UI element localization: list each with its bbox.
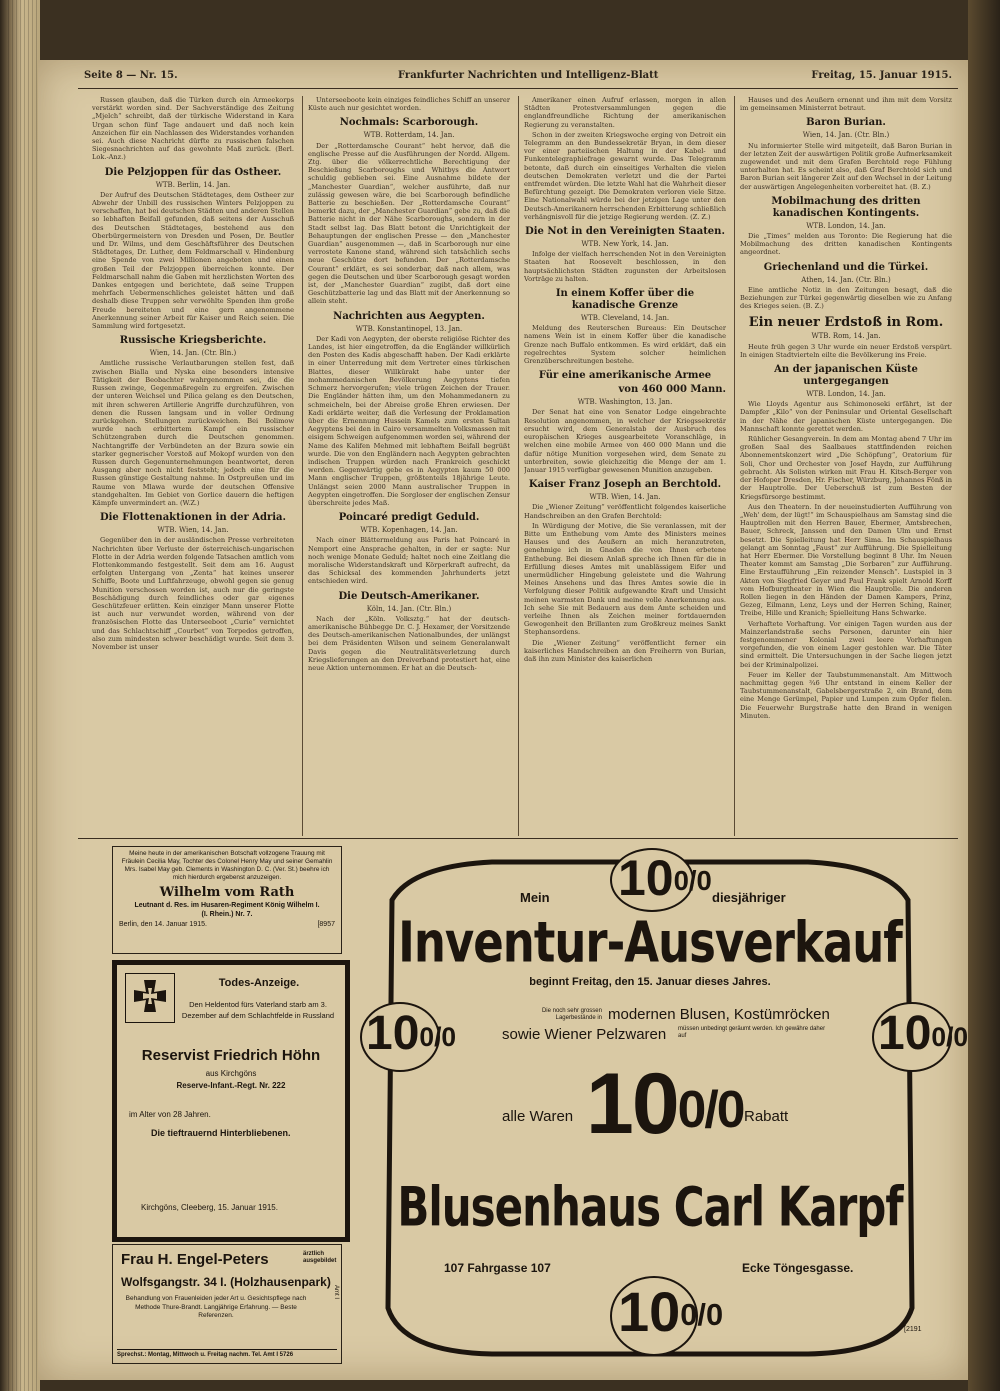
article-paragraph: Russen glauben, daß die Türken durch ein Armeekorps verstärkt worden sind. Der Sachverständige des Zeitung „Mjelch“ schreibt, daß der türkische Widerstand in Kara Urgan schon fünf Tage andauert und daß noch kein Anzeichen für ein Nachlassen des Widerstandes vorhanden sei. Auch diese Nachricht dürfte zu russischen falschen Siegesnachrichten auf das gewohnte Maß zurück. (Berl. Lok.-Anz.) (92, 96, 294, 162)
left-percent-sign: 0/0 (419, 1021, 457, 1052)
article-dateline: WTB. Kopenhagen, 14. Jan. (360, 526, 458, 535)
article-headline: Die Not in den Vereinigten Staaten. (525, 226, 725, 238)
karpf-address-right: Ecke Töngesgasse. (742, 1261, 854, 1275)
article-paragraph: Die „Times“ melden aus Toronto: Die Regierung hat die Mobilmachung des dritten kanadischen Kontingents angeordnet. (740, 232, 952, 257)
article-paragraph: Der Senat hat eine von Senator Lodge eingebrachte Resolution angenommen, in welcher der Kriegssekretär ersucht wird, dem Generalstab der Ausbruch des europäischen Krieges ausgearbeitete Voranschläge, in welchen eine mobile Armee von 460 000 Mann und die dafür nötige Munition vorgesehen wird, dem Senate zu unterbreiten, sowie gleichzeitig die Menge der am 1. Januar 1915 verfügbar gewesenen Munition anzugeben. (524, 408, 726, 474)
karpf-address-left: 107 Fahrgasse 107 (444, 1261, 551, 1275)
karpf-code: [2191 (904, 1326, 922, 1333)
article-dateline: WTB. London, 14. Jan. (806, 221, 886, 230)
karpf-mein: Mein (520, 890, 550, 905)
center-percent-sign: 0/0 (677, 1080, 744, 1139)
engagement-notice (112, 846, 342, 954)
article-dateline: WTB. Wien, 14. Jan. (589, 493, 661, 502)
article-headline: In einem Koffer über die kanadische Grenze (555, 288, 695, 312)
top-ten-number: 10 (618, 850, 674, 906)
article-dateline: Athen, 14. Jan. (Ctr. Bln.) (801, 275, 891, 284)
karpf-diesjaehriger: diesjähriger (712, 890, 786, 905)
article-paragraph: Nu informierter Stelle wird mitgeteilt, daß Baron Burian in der letzten Zeit der auswärtigen Politik große Aufmerksamkeit zugewendet und mit dem Grafen Berchtold rege Fühlung unterhalten hat. Es scheint also, daß Graf Berchtold sich und Baron Burian seit längerer Zeit auf den Wechsel in der Leitung der auswärtigen Angelegenheiten vorbereitet hat. (B. Z.) (740, 141, 952, 191)
engagement-rank: Leutnant d. Res. im Husaren-Regiment König Wilhelm I. (I. Rhein.) Nr. 7. (134, 902, 320, 918)
article-headline: Mobilmachung des dritten kanadischen Kontingents. (771, 195, 921, 219)
article-dateline: WTB. Konstantinopel, 13. Jan. (355, 324, 463, 333)
date: Freitag, 15. Januar 1915. (811, 70, 952, 81)
death-notice (112, 960, 350, 1242)
column-3 (524, 96, 726, 834)
article-paragraph: Amtliche russische Verlautbarungen stellen fest, daß zwischen Bialla und Nyska eine besonders intensive Tätigkeit der Beobachter wahrgenommen sei, die die Russen zwinge, Gegenmaßregeln zu ergreifen. Zwischen der unteren Weichsel und Pilica gelang es den Deutschen, mit ihren schweren Artillerie Angriffe durchzuführen, von denen die Russen langsam und in voller Ordnung zurückgehen. Stellungen zurückweichen. Bei Bolimow wurde nach erbittertem Kampf ein russischer Schützengraben durch die Deutschen genommen. Nachtangriffe der Verbündeten an der Bzura sowie ein starker gegnerischer Vorstoß auf Mokopf wurden von den Russen durch Gegenunternehmungen beantwortet, deren Ausgang aber noch nicht feststeht; jedoch eine für die Russen günstige Gestaltung nahme. In Ostpreußen und im Raume von Mlawa wurde der deutschen Offensive standgehalten. Im Gebiet von Gorlice dauern die heftigen Kämpfe unvermindert an. (W.Z.) (92, 359, 294, 507)
article-paragraph: Unterseeboote kein einziges feindliches Schiff an unserer Küste auch nur gesichtet worden. (308, 96, 510, 113)
bottom-ten-percent (618, 1280, 723, 1344)
article-dateline: Wien, 14. Jan. (Ctr. Bln.) (149, 349, 237, 358)
article-headline: Für eine amerikanische Armee (538, 370, 712, 382)
death-place: Kirchgöns, Cleeberg, 15. Januar 1915. (141, 1203, 278, 1212)
article-dateline: Wien, 14. Jan. (Ctr. Bln.) (802, 131, 890, 140)
engel-side: Amt I (333, 1285, 339, 1300)
ads-rule (78, 838, 958, 839)
article-headline: Die Deutsch-Amerikaner. (338, 590, 480, 602)
article-paragraph: Schon in der zweiten Kriegswoche erging von Detroit ein Telegramm an den Bundessekretär Bryan, in dem dieser vor einer parteiischen Haltung in der Kabel- und Funkentelegraphiefrage gewarnt wurde. Das Telegramm betonte, daß durch ein einseitiges Verhalten die vielen deutschen Demokraten verletzt und die der Partei entfremdet würden. Die letzte Wahl hat die Wahrheit dieser Befürchtung gezeigt. Die Demokraten verloren viele Sitze. Eine Nationalwahl würde bei der jetzigen Lage unter den Deutsch-Amerikanern herrschenden Erbitterung schließlich verhängnisvoll für die jetzige Regierung werden. (Z. Z.) (524, 130, 726, 221)
article-dateline: WTB. Rotterdam, 14. Jan. (363, 131, 455, 140)
article-headline: Die Flottenaktionen in der Adria. (99, 512, 287, 524)
article-headline: Kaiser Franz Joseph an Berchtold. (528, 479, 722, 491)
article-paragraph: Die „Wiener Zeitung“ veröffentlicht folgendes kaiserliche Handschreiben an den Grafen Berchtold: (524, 503, 726, 520)
article-paragraph: Die „Wiener Zeitung“ veröffentlicht ferner ein kaiserliches Handschreiben an den Freiherrn von Burian, daß ihn zum Minister des kaiserlichen (524, 638, 726, 663)
article-headline: Griechenland und die Türkei. (763, 261, 929, 273)
death-from: aus Kirchgöns (205, 1069, 257, 1078)
top-ten-percent (618, 850, 712, 906)
karpf-rabatt: Rabatt (744, 1108, 789, 1125)
article-headline: Die Pelzjoppen für das Ostheer. (104, 166, 282, 178)
right-ten-percent (878, 1006, 968, 1062)
column-2 (308, 96, 510, 834)
article-paragraph: Wie Lloyds Agentur aus Schimonoseki erfährt, ist der Dampfer „Kilo“ von der Peninsular und Oriental Gesellschaft in der Nähe der japanischen Küste untergegangen. Die Mannschaft konnte gerettet werden. (740, 400, 952, 433)
karpf-goods2: sowie Wiener Pelzwaren (502, 1026, 667, 1043)
death-mourners: Die tieftrauernd Hinterbliebenen. (151, 1128, 291, 1138)
karpf-goods1: modernen Blusen, Kostümröcken (608, 1006, 830, 1023)
article-dateline: WTB. Berlin, 14. Jan. (155, 180, 231, 189)
article-paragraph: Heute früh gegen 3 Uhr wurde ein neuer Erdstoß verspürt. In einigen Stadtvierteln eilte die Bevölkerung ins Freie. (740, 342, 952, 359)
column-4 (740, 96, 952, 834)
left-ten-number: 10 (366, 1007, 420, 1060)
column-1 (92, 96, 294, 834)
page-edge-right (968, 0, 1000, 1391)
iron-cross-icon (125, 973, 175, 1023)
bottom-ten-number: 10 (618, 1280, 681, 1343)
article-paragraph: Der „Rotterdamsche Courant“ hebt hervor, daß die englische Presse auf die Ausführungen der Nordd. Allgem. Ztg. über die völkerrechtliche Berechtigung der Beschießung Scarboroughs und Whitbys die Antwort schuldig geblieben sei. Eine Ausnahme bildete der „Manchester Guardian“, welcher ausführte, daß nur zulässig gewesen wäre, die bei Scarborough befindliche Batterie zu beschießen. Der „Rotterdamsche Courant“ bemerkt dazu, der „Manchester Guardian“ gebe zu, daß die Batterie nicht in der Nähe Scarboroughs, sondern in der Stadt selbst lag. Das Blatt betont die Unrichtigkeit der Behauptungen der englischen Presse — den „Manchester Guardian“ ausgenommen —, daß in Scarborough nur eine verrostete Kanone stand, während sich tatsächlich sechs neue Geschütze dort befunden. Der „Rotterdamsche Courant“ erklärt, es sei sonderbar, daß nach allem, was gegen die Deutschen und über Scarborough gesagt worden ist, der „Manchester Guardian“ zugibt, daß dort eine Geschützbatterie lag und das Blatt mit der Anerkennung so allein steht. (308, 141, 510, 306)
right-ten-number: 10 (878, 1007, 932, 1060)
article-paragraph: Der Aufruf des Deutschen Städtetages, dem Ostheer zur Abwehr der Unbill des russischen Winters Pelzjoppen zu verschaffen, hat bei deutschen Städten und anderen Stellen so lebhaften Beifall gefunden, daß seitens der Ausschuß des Deutschen Städtetages, bestehend aus den Oberbürgermeistern von Dresden und Posen, Dr. Beutler und Dr. Wilms, und dem Geschäftsführer des Deutschen Städtetages, Dr. Luther, dem Feldmarschall v. Hindenburg eine Spende von zwei Millionen angeboten und einen großen Teil der Pelzjoppen überreichen konnte. Der Feldmarschall nahm die Gaben mit herzlichsten Worten des Dankes entgegen und berichtete, daß seine Truppen mehrfach Uebermenschliches geleistet hätten und daß deshalb diese Truppen sehr verwöhlte Spenden ihm große Freude bereiteten und eine gern angenommene Anerkennung seiner Arbeit für Kaiser und Reich seien. Die Sammlung wird fortgesetzt. (92, 190, 294, 331)
article-headline: Ein neuer Erdstoß in Rom. (748, 315, 944, 331)
article-paragraph: Infolge der vielfach herrschenden Not in den Vereinigten Staaten hat Roosevelt beschlossen, in den hauptsächlichsten Städten zugunsten der Arbeitslosen Vorträge zu halten. (524, 250, 726, 283)
article-headline: Poincaré predigt Geduld. (338, 512, 480, 524)
engagement-code: [8957 (317, 921, 335, 928)
left-ten-percent (366, 1006, 456, 1062)
article-dateline: WTB. New York, 14. Jan. (581, 240, 669, 249)
death-title: Todes-Anzeige. (218, 977, 300, 989)
karpf-ad (352, 846, 969, 1368)
death-name: Reservist Friedrich Höhn (141, 1047, 321, 1064)
article-paragraph: Eine amtliche Notiz in den Zeitungen besagt, daß die Beziehungen zur Türkei gegenwärtig dieselben wie zu Anfang des Krieges seien. (B. Z.) (740, 285, 952, 311)
article-paragraph: Amerikaner einen Aufruf erlassen, morgen in allen Städten Protestversammlungen gegen die englandfreundliche Richtung der amerikanischen Regierung zu veranstalten. (524, 96, 726, 129)
top-percent-sign: 0/0 (673, 864, 712, 896)
article-dateline: Köln, 14. Jan. (Ctr. Bln.) (366, 604, 452, 613)
karpf-begins: beginnt Freitag, den 15. Januar dieses Jahres. (529, 976, 771, 988)
article-headline: Nachrichten aus Aegypten. (333, 310, 485, 322)
article-dateline: WTB. Cleveland, 14. Jan. (580, 314, 670, 323)
death-age: im Alter von 28 Jahren. (129, 1110, 211, 1119)
karpf-firm: Blusenhaus Carl Karpf (397, 1174, 903, 1239)
article-paragraph: Verhaftete Vorhaftung. Vor einigen Tagen wurden aus der Mainzerlandstraße sechs Personen, darunter ein hier festgenommener Kolonial zwei leere Vorhaftungen vorgefunden, die von einem Lager gestohlen war. Die Täter sind ermittelt. Die Untersuchungen in der Sache liegen jetzt bei der Kriminalpolizei. (740, 619, 952, 669)
article-paragraph: In Würdigung der Motive, die Sie veranlassen, mit der Bitte um Enthebung vom Amte des Ministers meines Hauses und des Aeußern an mich heranzutreten, genehmige ich in Gnaden die von Ihnen erbetene Enthebung. Bei diesem Anlaß spreche ich Ihnen für die in Erfüllung dieses Amtes mit unablässigem Eifer und unermüdlicher Hingebung geleistete und die Wahrung Meines Ansehens und das Ihres Amtes sowie die in Verfolgung dieser Politik aufgewandte Kraft und Umsicht meinen warmsten Dank und meine volle Anerkennung aus. Ich sehe Sie mit Bedauern aus dem Amte scheiden und verleihe Ihnen als Zeichen meiner fortdauernden Gewogenheit den Brillanten zum Großkreuz meines Sankt Stephansordens. (524, 521, 726, 637)
karpf-small2: müssen unbedingt geräumt werden. Ich gewähre daher auf (678, 1026, 826, 1039)
article-paragraph: Der Kadi von Aegypten, der oberste religiöse Richter des Landes, ist hier eingetroffen, da die Engländer willkürlich den Posten des Kadis abgeschafft haben. Der Kadi erklärte in einer Unterredung mit dem Vertreter eines türkischen Blattes, dieser Willkürakt habe unter der mohammedanischen Bevölkerung Aegyptens tiefen Schmerz hervorgerufen; viele trügen Zeichen der Trauer. Die Engländer hätten ihm, um den Mohammedanern zu schmeicheln, bei der Abreise große Ehren erwiesen. Der Kadi erklärte weiter, daß die Verlesung der Proklamation über die Ernennung Hussein Kamels zum ersten Sultan Aegyptens bei den in Cairo versammelten Volksmassen mit eisigem Schweigen aufgenommen worden sei, während der Name des Kalifen Mehmed mit lebhaftem Beifall begrüßt wurde. Die von den Engländern nach Aegypten gebrachten indischen Truppen würden nach Frankreich geschickt werden. Gegenwärtig gebe es in Aegypten kaum 50 000 Mann englischer Truppen, größtenteils 18jährige Leute. Unlängst seien 2000 Mann australischer Truppen in Aegypten eingetroffen. Die Sorgloser der englischen Zensur überschreite jedes Maß. (308, 334, 510, 507)
article-paragraph: Nach der „Köln. Volksztg.“ hat der deutsch-amerikanische Bühbegge Dr. C. J. Hexamer, der Vorsitzende des Deutsch-amerikanischen Nationalbundes, der unlängst bei dem Präsidenten Wilson und seinem Generalanwalt Davis gegen die Neutralitätsverletzung durch Kriegslieferungen an den Dreiverband protestiert hat, eine neue Aktion unternommen. Er hat an die Deutsch- (308, 614, 510, 672)
center-ten-number: 10 (586, 1056, 678, 1152)
engel-hours: Sprechst.: Montag, Mittwoch u. Freitag nachm. Tel. Amt I 5726 (117, 1349, 337, 1358)
article-paragraph: Gegenüber den in der ausländischen Presse verbreiteten Nachrichten über Verluste der österreichisch-ungarischen Flotte in der Adria werden folgende Tatsachen amtlich vom Flottenkommando festgestellt. Seit dem am 16. August erfolgten Untergang von „Zenta“ hat keines unserer Schiffe, Boote und Luftfahrzeuge, obwohl gegen sie genug Munition verschossen worden ist, auch nur die geringste Beschädigung durch feindliches oder gar eigenes Geschützfeuer erlitten. Kein einziger Mann unserer Flotte ist auch nur verwundet worden, während von der französischen Flotte das Unterseeboot „Curie“ vernichtet und das Schlachtschiff „Courbet“ von Torpedos getroffen, also zum mindesten schwer beschädigt wurde. Seit dem 3. November ist unser (92, 536, 294, 651)
karpf-small1: Die noch sehr grossen Lagerbestände in (541, 1008, 602, 1021)
bottom-percent-sign: 0/0 (680, 1297, 724, 1333)
column-divider (302, 96, 303, 836)
article-headline: Nochmals: Scarborough. (339, 117, 479, 129)
article-paragraph: Rühlicher Gesangverein. In dem am Montag abend 7 Uhr im großen Saal des Saalbaues stattfindenden reichen Abonnementskonzert wird „Die Schöpfung“, Oratorium für Soli, Chor und Orchester von Josef Haydn, zur Aufführung gebracht. Als Solisten wirken mit Frau H. Kitsch-Berger von der Hofoper Dresden, Hr. Fischer, Würzburg, Johannes Fönß in der Hauptrolle. Der Ueberschuß ist zum Besten der Kriegsfürsorge bestimmt. (740, 435, 952, 501)
page-number: Seite 8 — Nr. 15. (84, 70, 178, 81)
engel-tag: ärztlich ausgebildet (303, 1251, 337, 1264)
engel-peters-ad (112, 1244, 342, 1364)
article-headline-continued: von 460 000 Mann. (618, 384, 726, 396)
article-paragraph: Feuer im Keller der Taubstummenanstalt. Am Mittwoch nachmittag gegen ¾6 Uhr entstand in einem Keller der Taubstummenanstalt, Gabelsbergerstraße 2, ein Brand, dem eine Menge Gerümpel, Papier und Lumpen zum Opfer fielen. Die Feuerwehr Burgstraße hatte den Brand in wenigen Minuten. (740, 670, 952, 720)
article-paragraph: Nach einer Blättermeldung aus Paris hat Poincaré in Nemport eine Ansprache gehalten, in der er sagte: Nur noch wenige Monate Geduld; haltet noch eine Zeitlang die moralische Widerstandskraft und Körperkraft aufrecht, da das Schicksal des kommenden Jahrhunderts jetzt entschieden wird. (308, 536, 510, 586)
engel-address: Wolfsgangstr. 34 I. (Holzhausenpark) (121, 1275, 331, 1289)
article-headline: Baron Burian. (806, 117, 886, 129)
article-paragraph: Meldung des Reuterschen Bureaus: Ein Deutscher namens Wein ist in einem Koffer über die kanadische Grenze nach Buffalo entkommen. Es wird erklärt, daß ein regelrechtes System solcher heimlichen Grenzüberschreitungen bestehe. (524, 324, 726, 366)
article-headline: Russische Kriegsberichte. (119, 335, 267, 347)
article-headline: An der japanischen Küste untergegangen (774, 364, 918, 388)
article-paragraph: Hauses und des Aeußern ernennt und ihm mit dem Vorsitz im gemeinsamen Ministerrat betraut. (740, 96, 952, 113)
article-dateline: WTB. Washington, 13. Jan. (577, 398, 673, 407)
article-paragraph: Aus den Theatern. In der neueinstudierten Aufführung von „Weh' dem, der lügt!“ im Schauspielhaus am Samstag sind die Hauptrollen mit den Herren Bauer, Ebermer, Amtsbrechen, Bauer, Schreck, Janssen und den Damen Ulm und Ernst besetzt. Die Spielleitung hat Herr Sima. Im Schauspielhaus gelangt am Sonntag „Faust“ zur Aufführung. Die Spielleitung hat Herr Ebermer. Die Vorstellung beginnt 8 Uhr. Im Neuen Theater kommt am Samstag „Die Sorbaren“ zur Aufführung. Eine Erstaufführung „Ein reizender Mensch“. Lustspiel in 3 Akten von Siegfried Geyer und Paul Frank spielt Arnold Korff vom Hofburgtheater in Wien die Hauptrolle. Die anderen Rollen liegen in den Händen der Damen Kampers, Prinz, Gezeg, Eilmann, Lenz, Leys und der Herren Sching, Rainer, Treibe, Hille und Kranich; Spielleitung Hans Schwarke. (740, 502, 952, 618)
death-unit: Reserve-Infant.-Regt. Nr. 222 (176, 1081, 286, 1090)
article-dateline: WTB. Rom, 14. Jan. (811, 332, 881, 341)
masthead: Frankfurter Nachrichten und Intelligenz-Blatt (398, 70, 659, 81)
header-rule (78, 88, 958, 89)
engagement-text: Meine heute in der amerikanischen Botschaft vollzogene Trauung mit Fräulein Cecilia May, Tochter des Colonel Henry May und seiner Gemahlin Mrs. Isabel May geb. Clements in Washington D. C. (Ver. St.) beehre ich mich hierdurch ergebenst anzuzeigen. (121, 850, 333, 881)
engel-name: Frau H. Engel-Peters (121, 1251, 269, 1268)
page-header (78, 70, 958, 86)
engagement-name: Wilhelm vom Rath (159, 885, 295, 900)
right-percent-sign: 0/0 (931, 1021, 969, 1052)
engagement-place: Berlin, den 14. Januar 1915. (119, 921, 207, 928)
article-dateline: WTB. London, 14. Jan. (806, 390, 886, 399)
karpf-alle-waren: alle Waren (502, 1108, 574, 1125)
article-dateline: WTB. Wien, 14. Jan. (157, 526, 229, 535)
column-divider (518, 96, 519, 836)
karpf-headline: Inventur-Ausverkauf (398, 908, 902, 975)
binding-pages (8, 0, 38, 1391)
center-ten-percent (586, 1056, 743, 1152)
death-text: Den Heldentod fürs Vaterland starb am 3. Dezember auf dem Schlachtfelde in Russland (181, 1000, 335, 1020)
column-divider (734, 96, 735, 836)
engel-text: Behandlung von Frauenleiden jeder Art u. Gesichtspflege nach Methode Thure-Brandt. Langjährige Erfahrung. — Beste Referenzen. (125, 1295, 307, 1319)
